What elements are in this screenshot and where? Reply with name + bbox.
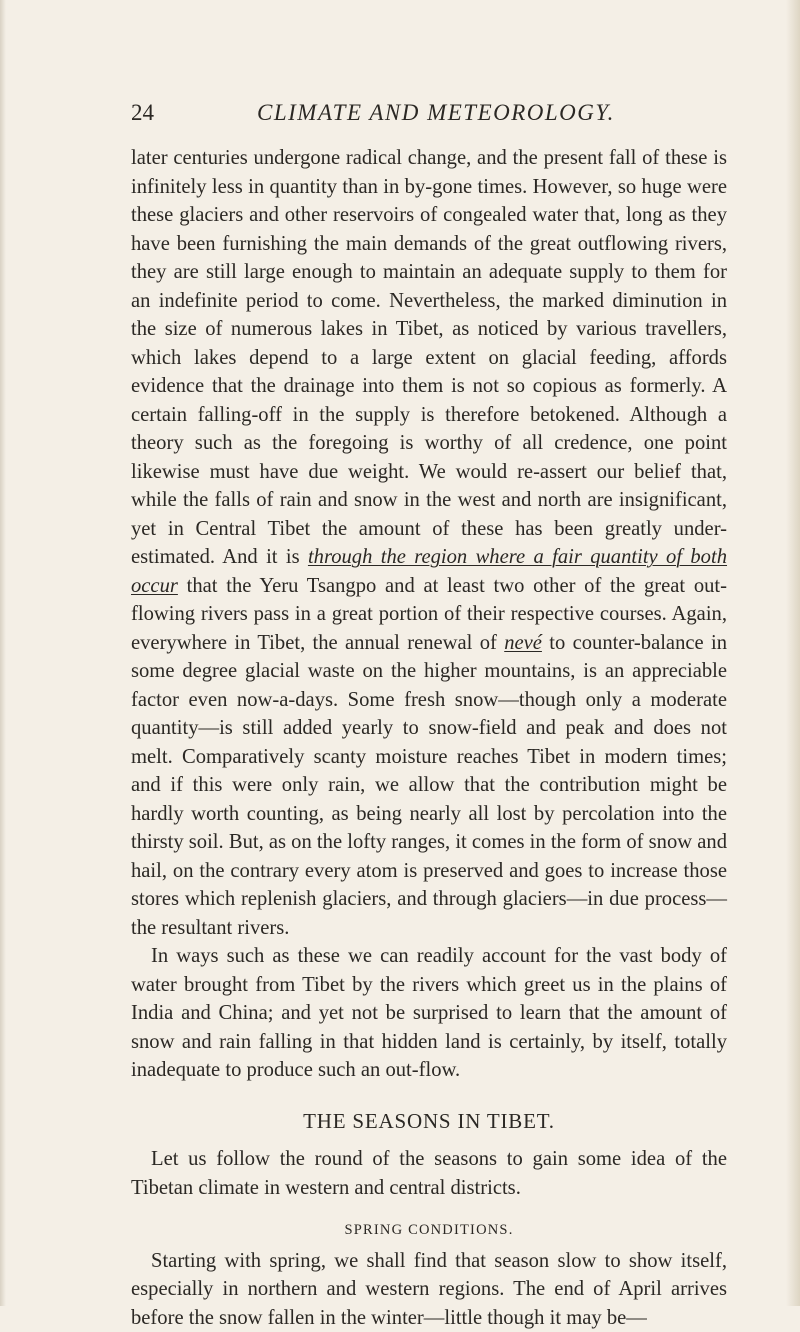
page-header: [131, 100, 720, 136]
page-right-edge: [786, 0, 800, 1306]
section-heading: THE SEASONS IN TIBET.: [131, 1107, 727, 1136]
paragraph-text: that the Yeru Tsangpo and at least two other of the great out-flowing rivers pass in a great portion of their respective courses. Again, everywhere in Tibet, the annual renewal of: [131, 575, 727, 654]
paragraph-spring: Starting with spring, we shall find that season slow to show itself, especially in northern and western regions. The end of April arrives before the snow fallen in the winter—little though it may be—: [131, 1247, 727, 1332]
page-left-edge: [0, 0, 6, 1306]
paragraph-text: to counter-balance in some degree glacial waste on the higher mountains, is an appreciable factor even now-a-days. Some fresh snow—though only a moderate quantity—is still added yearly to snow-field and peak and does not melt. Comparatively scanty moisture reaches Tibet in modern times; and if this were only rain, we allow that the contribution might be hardly worth counting, as being nearly all lost by percolation into the thirsty soil. But, as on the lofty ranges, it comes in the form of snow and hail, on the contrary every atom is preserved and goes to increase those stores which replenish glaciers, and through glaciers—in due process—the resultant rivers.: [131, 632, 727, 939]
paragraph-glaciers: [131, 144, 727, 942]
emphasis-text: through the region where a fair quantity of both occur: [131, 546, 727, 597]
page-body: [131, 144, 727, 1332]
running-title: CLIMATE AND METEOROLOGY.: [257, 100, 615, 126]
page-number: 24: [131, 100, 154, 126]
paragraph-seasons-intro: Let us follow the round of the seasons to gain some idea of the Tibetan climate in western and central districts.: [131, 1145, 727, 1202]
subsection-heading: SPRING CONDITIONS.: [131, 1216, 727, 1245]
paragraph-text: later centuries undergone radical change, and the present fall of these is infinitely less in quantity than in by-gone times. However, so huge were these glaciers and other reservoirs of congealed water that, long as they have been furnishing the main demands of the great outflowing rivers, they are still large enough to maintain an adequate supply to them for an indefinite period to come. Nevertheless, the marked diminution in the size of numerous lakes in Tibet, as noticed by various travellers, which lakes depend to a large extent on glacial feeding, affords evidence that the drainage into them is not so copious as formerly. A certain falling-off in the supply is therefore betokened. Although a theory such as the foregoing is worthy of all credence, one point likewise must have due weight. We would re-assert our belief that, while the falls of rain and snow in the west and north are insignificant, yet in Central Tibet the amount of these has been greatly under-estimated. And it is: [131, 147, 727, 568]
neve-term: nevé: [504, 632, 542, 654]
paragraph-outflow: In ways such as these we can readily account for the vast body of water brought from Tibet by the rivers which greet us in the plains of India and China; and yet not be surprised to learn that the amount of snow and rain falling in that hidden land is certainly, by itself, totally inadequate to produce such an out-flow.: [131, 942, 727, 1085]
